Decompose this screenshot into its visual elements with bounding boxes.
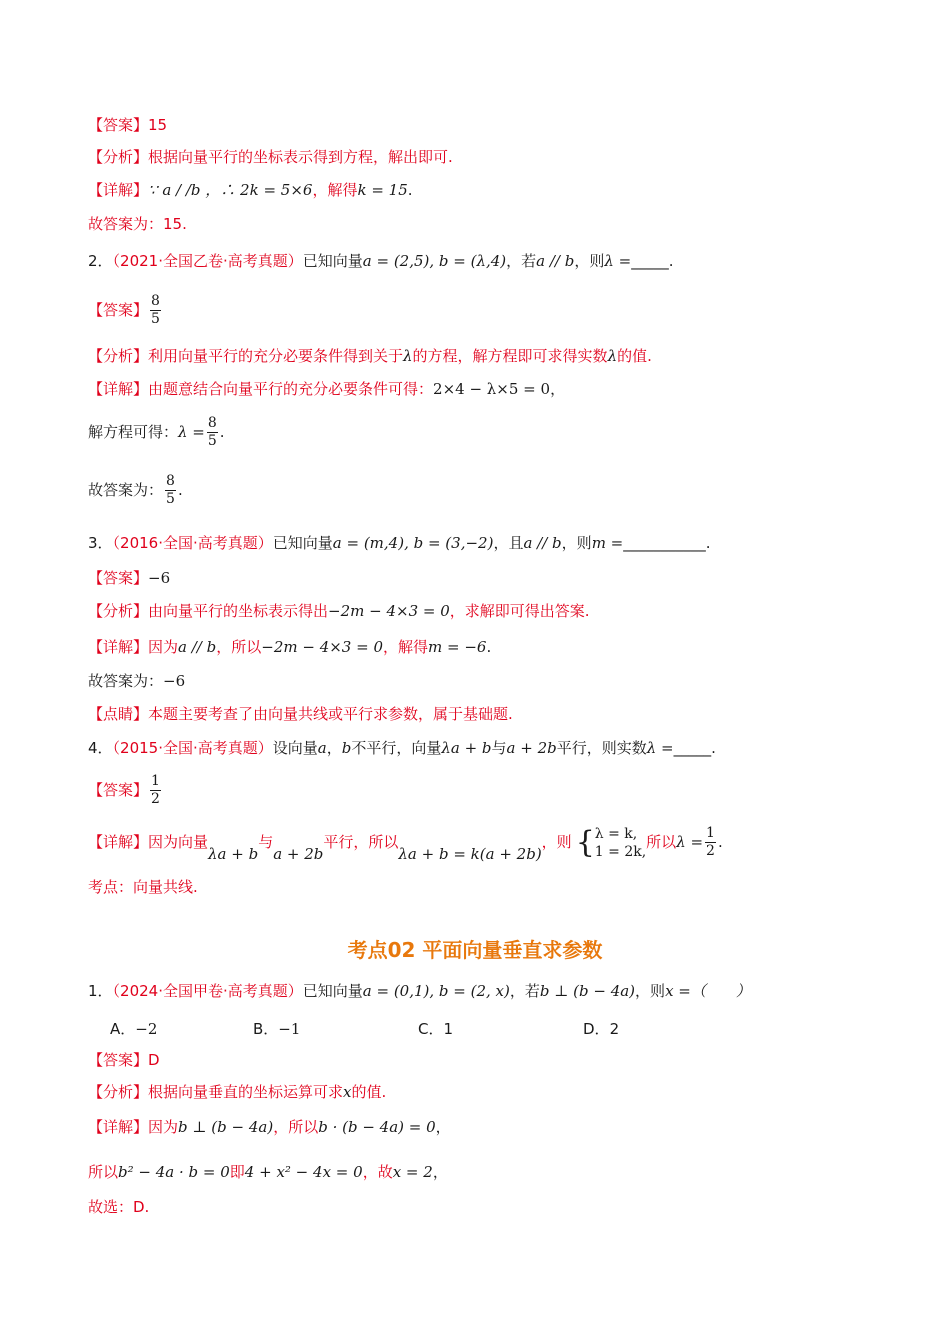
choice-label: B． xyxy=(253,1020,279,1038)
derivation-line xyxy=(88,1162,448,1182)
question-number: 1． xyxy=(88,982,113,1000)
knowledge-point: 考点：向量共线. xyxy=(88,878,198,896)
analysis-label: 【分析】 xyxy=(88,602,149,620)
detail-math: λ = xyxy=(676,833,704,851)
question-text: ，若 xyxy=(509,982,540,1000)
detail-text: ，解得 xyxy=(383,638,429,656)
choice-label: D． xyxy=(583,1020,610,1038)
question-source: （2016·全国·高考真题） xyxy=(112,534,273,552)
question-stem: 已知向量 xyxy=(302,252,363,270)
detail-math: k = 15 xyxy=(357,181,408,199)
answer-fraction xyxy=(150,293,161,328)
detail-text: 因为 xyxy=(148,1118,179,1136)
detail-end: ， xyxy=(435,1118,451,1136)
detail-line xyxy=(88,1117,451,1137)
detail-fraction xyxy=(705,825,716,860)
question-stem: 已知向量 xyxy=(302,982,363,1000)
choice-label: A． xyxy=(110,1020,136,1038)
final-fraction xyxy=(165,473,176,508)
system-row: 1 = 2k, xyxy=(594,843,647,860)
final-text: 故答案为： xyxy=(88,481,164,499)
final-value: −6 xyxy=(163,672,186,690)
question-math: b xyxy=(341,739,352,757)
solve-fraction xyxy=(207,415,218,450)
final-answer-line xyxy=(88,470,183,510)
question-stem: 已知向量 xyxy=(272,534,333,552)
answer-label: 【答案】 xyxy=(88,781,149,799)
fraction-denominator: 5 xyxy=(151,311,160,327)
answer-fraction xyxy=(150,773,161,808)
comment-line xyxy=(88,704,513,724)
question-text: ，则 xyxy=(561,534,592,552)
question-end: . xyxy=(711,739,716,757)
question-math: a xyxy=(317,739,327,757)
answer-blank: _____ xyxy=(673,739,712,757)
answer-value: −6 xyxy=(148,569,171,587)
question-math: λa + b xyxy=(441,739,492,757)
choice-value: 1 xyxy=(443,1020,454,1038)
question-text: 平行，则实数 xyxy=(556,739,647,757)
fraction-numerator: 8 xyxy=(151,293,160,309)
question-number: 3． xyxy=(88,534,113,552)
analysis-text: 的方程，解方程即可求得实数 xyxy=(412,347,608,365)
detail-text: 与 xyxy=(258,833,274,851)
analysis-math: λ xyxy=(607,347,618,365)
question-math: a // b xyxy=(536,252,575,270)
question-end: . xyxy=(668,252,674,270)
detail-line xyxy=(88,379,565,399)
choice-label: C． xyxy=(418,1020,444,1038)
choice-b[interactable] xyxy=(253,1018,300,1039)
final-answer-line: 故选：D. xyxy=(88,1198,150,1216)
answer-label: 【答案】 xyxy=(88,116,149,134)
fraction-denominator: 2 xyxy=(151,791,160,807)
detail-line xyxy=(88,822,723,862)
choice-d[interactable] xyxy=(583,1018,619,1039)
derivation-end: ， xyxy=(432,1163,448,1181)
fraction-denominator: 5 xyxy=(207,433,217,449)
final-answer-line: 故答案为：15. xyxy=(88,215,187,233)
detail-math: 2×4 − λ×5 = 0 xyxy=(433,380,551,398)
question-end: . xyxy=(705,534,711,552)
detail-end: ， xyxy=(550,380,566,398)
question-text: ，则 xyxy=(574,252,605,270)
question-text: ，若 xyxy=(506,252,537,270)
question-math: x =（ ） xyxy=(665,982,751,1000)
fraction-numerator: 8 xyxy=(166,473,175,489)
detail-text: 所以 xyxy=(646,833,677,851)
analysis-text: 根据向量垂直的坐标运算可求 xyxy=(148,1083,344,1101)
system-row: λ = k, xyxy=(594,825,638,842)
solve-end: . xyxy=(219,423,225,441)
detail-math: b · (b − 4a) = 0 xyxy=(318,1118,436,1136)
detail-label: 【详解】 xyxy=(88,181,149,199)
detail-text: ，则 xyxy=(541,833,572,851)
analysis-label: 【分析】 xyxy=(88,347,149,365)
question-text: 不平行，向量 xyxy=(351,739,442,757)
detail-end: . xyxy=(717,833,723,851)
detail-text: ，所以 xyxy=(273,1118,319,1136)
answer-line xyxy=(88,115,167,135)
choice-value: −2 xyxy=(135,1020,158,1038)
question-4 xyxy=(88,738,716,758)
detail-label: 【详解】 xyxy=(88,833,149,851)
question-math: a = (2,5), b = (λ,4) xyxy=(362,252,507,270)
fraction-numerator: 8 xyxy=(207,415,217,431)
question-number: 2． xyxy=(88,252,113,270)
question-2 xyxy=(88,251,674,271)
section-title: 考点02 平面向量垂直求参数 xyxy=(347,938,603,962)
question-text: 设向量 xyxy=(272,739,318,757)
choice-value: 2 xyxy=(609,1020,620,1038)
question-number: 4． xyxy=(88,739,113,757)
detail-label: 【详解】 xyxy=(88,1118,149,1136)
analysis-line xyxy=(88,1082,386,1102)
question-math: a // b xyxy=(523,534,562,552)
choice-c[interactable] xyxy=(418,1018,453,1039)
question-math: m = xyxy=(591,534,624,552)
answer-line xyxy=(88,1050,160,1070)
detail-math: a // b xyxy=(178,638,217,656)
choice-a[interactable] xyxy=(110,1018,157,1039)
detail-math: λa + b = k(a + 2b) xyxy=(398,845,542,863)
analysis-text: 利用向量平行的充分必要条件得到关于 xyxy=(148,347,404,365)
question-math: λ = xyxy=(604,252,632,270)
analysis-line xyxy=(88,346,652,366)
question-math: λ = xyxy=(646,739,674,757)
solve-math: λ = xyxy=(178,423,205,441)
comment-label: 【点睛】 xyxy=(88,705,149,723)
derivation-math: 4 + x² − 4x = 0 xyxy=(244,1163,363,1181)
analysis-line xyxy=(88,601,590,621)
question-text: ，则 xyxy=(635,982,666,1000)
question-source: （2024·全国甲卷·高考真题） xyxy=(112,982,303,1000)
analysis-text: 的值. xyxy=(617,347,652,365)
answer-label: 【答案】 xyxy=(88,1051,149,1069)
answer-blank: ___________ xyxy=(623,534,706,552)
question-source: （2021·全国乙卷·高考真题） xyxy=(112,252,303,270)
answer-blank: _____ xyxy=(631,252,669,270)
final-answer-line xyxy=(88,671,185,691)
question-math: b ⊥ (b − 4a) xyxy=(539,982,636,1000)
fraction-denominator: 2 xyxy=(706,843,715,859)
fraction-numerator: 1 xyxy=(151,773,160,789)
derivation-text: 所以 xyxy=(88,1163,119,1181)
question-perp-1 xyxy=(88,981,751,1001)
derivation-text: 即 xyxy=(229,1163,245,1181)
question-text: 与 xyxy=(491,739,507,757)
fraction-numerator: 1 xyxy=(706,825,715,841)
detail-text: 由题意结合向量平行的充分必要条件可得： xyxy=(148,380,434,398)
analysis-text: 的值. xyxy=(351,1083,387,1101)
detail-math: ∵ a / /b ，∴ 2k = 5×6 xyxy=(148,181,313,199)
detail-math: a + 2b xyxy=(273,845,324,863)
solve-text: 解方程可得： xyxy=(88,423,179,441)
comment-text: 本题主要考查了由向量共线或平行求参数，属于基础题. xyxy=(148,705,513,723)
equation-system: { λ = k, 1 = 2k, xyxy=(575,824,647,860)
answer-value: 15 xyxy=(148,116,168,134)
analysis-text: 由向量平行的坐标表示得出 xyxy=(148,602,329,620)
detail-line xyxy=(88,637,491,657)
final-end: . xyxy=(177,481,183,499)
detail-math: b ⊥ (b − 4a) xyxy=(178,1118,274,1136)
detail-label: 【详解】 xyxy=(88,638,149,656)
question-math: a + 2b xyxy=(506,739,557,757)
analysis-text: 根据向量平行的坐标表示得到方程，解出即可. xyxy=(148,148,453,166)
derivation-text: ，故 xyxy=(362,1163,393,1181)
question-math: a = (m,4), b = (3,−2) xyxy=(332,534,494,552)
detail-math: m = −6 xyxy=(428,638,487,656)
answer-line xyxy=(88,292,163,328)
solve-line xyxy=(88,412,225,452)
detail-math: −2m − 4×3 = 0 xyxy=(261,638,383,656)
detail-label: 【详解】 xyxy=(88,380,149,398)
detail-text: ，所以 xyxy=(216,638,262,656)
analysis-label: 【分析】 xyxy=(88,1083,149,1101)
final-text: 故答案为： xyxy=(88,672,164,690)
question-text: ， xyxy=(326,739,342,757)
detail-math: λa + b xyxy=(208,845,259,863)
detail-end: . xyxy=(407,181,413,199)
analysis-line xyxy=(88,147,453,167)
fraction-denominator: 5 xyxy=(166,491,175,507)
question-text: ，且 xyxy=(493,534,524,552)
detail-text: ，解得 xyxy=(312,181,358,199)
answer-value: D xyxy=(148,1051,160,1069)
analysis-math: −2m − 4×3 = 0 xyxy=(328,602,450,620)
detail-end: . xyxy=(486,638,492,656)
derivation-math: x = 2 xyxy=(392,1163,433,1181)
analysis-label: 【分析】 xyxy=(88,148,149,166)
answer-line xyxy=(88,568,170,588)
detail-text: 平行，所以 xyxy=(323,833,399,851)
question-math: a = (0,1), b = (2, x) xyxy=(362,982,510,1000)
detail-line xyxy=(88,180,413,200)
derivation-math: b² − 4a · b = 0 xyxy=(118,1163,230,1181)
answer-label: 【答案】 xyxy=(88,301,149,319)
choice-value: −1 xyxy=(278,1020,301,1038)
analysis-math: λ xyxy=(403,347,413,365)
question-source: （2015·全国·高考真题） xyxy=(112,739,273,757)
answer-label: 【答案】 xyxy=(88,569,149,587)
analysis-text: ，求解即可得出答案. xyxy=(449,602,590,620)
analysis-math: x xyxy=(343,1083,352,1101)
detail-text: 因为向量 xyxy=(148,833,209,851)
detail-text: 因为 xyxy=(148,638,179,656)
question-3 xyxy=(88,533,711,553)
answer-line xyxy=(88,772,163,808)
